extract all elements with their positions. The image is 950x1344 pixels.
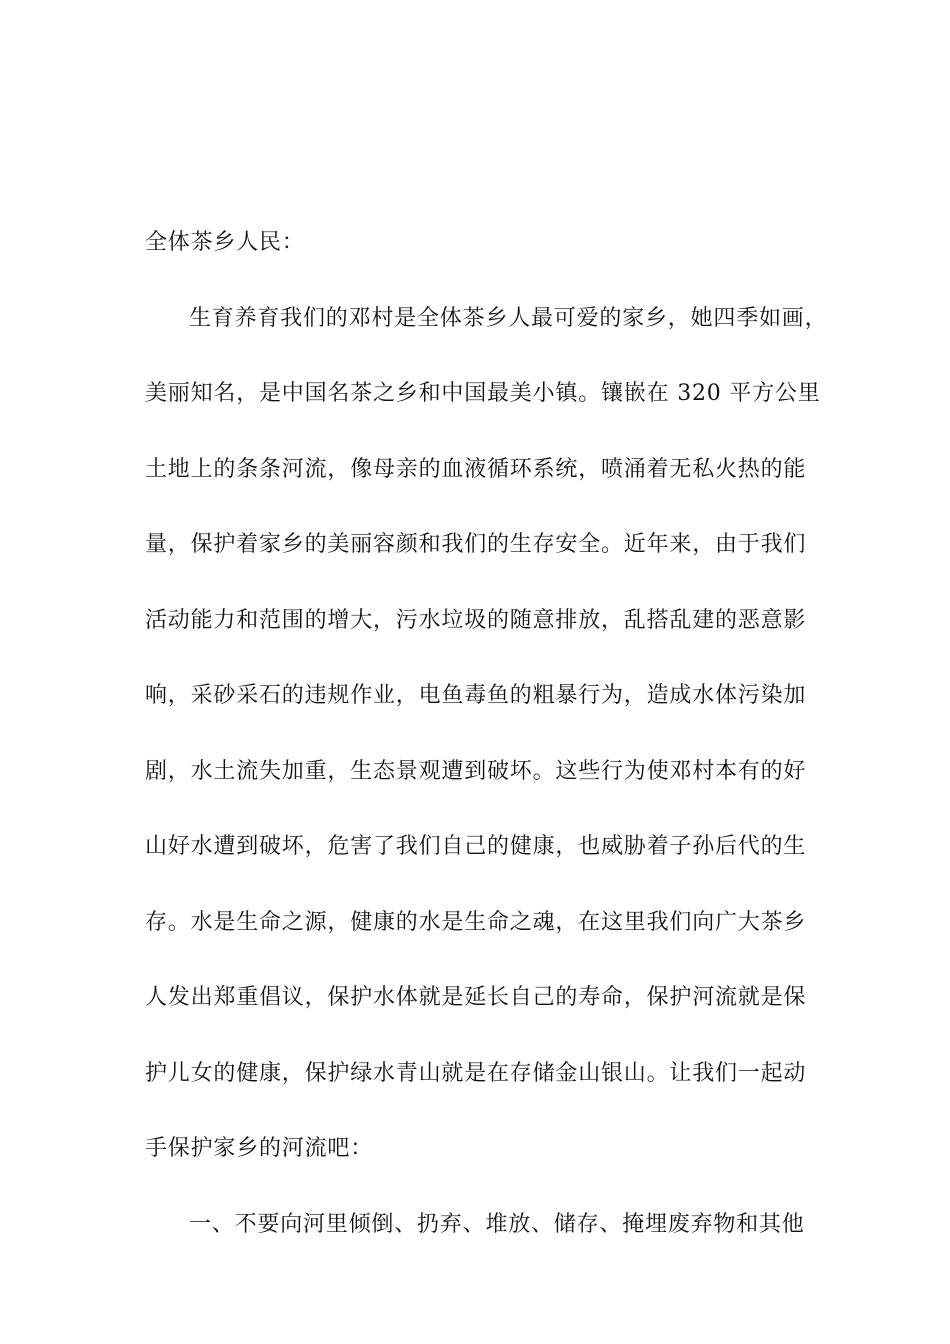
item-one-line: 一、不要向河里倾倒、扔弃、堆放、储存、掩埋废弃物和其他 xyxy=(189,1211,805,1237)
paragraph-line-10: 人发出郑重倡议，保护水体就是延长自己的寿命，保护河流就是保 xyxy=(145,985,807,1010)
paragraph-line-1: 生育养育我们的邓村是全体茶乡人最可爱的家乡，她四季如画， xyxy=(189,305,828,331)
paragraph-line-11: 护儿女的健康，保护绿水青山就是在存储金山银山。让我们一起动 xyxy=(145,1060,807,1086)
paragraph-line-9: 存。水是生命之源，健康的水是生命之魂，在这里我们向广大茶乡 xyxy=(145,909,807,935)
paragraph-line-6: 响，采砂采石的违规作业，电鱼毒鱼的粗暴行为，造成水体污染加 xyxy=(145,683,807,708)
paragraph-line-7: 剧，水土流失加重，生态景观遭到破坏。这些行为使邓村本有的好 xyxy=(145,758,807,784)
paragraph-line-3: 土地上的条条河流，像母亲的血液循环系统，喷涌着无私火热的能 xyxy=(145,456,807,482)
paragraph-line-5: 活动能力和范围的增大，污水垃圾的随意排放，乱搭乱建的恶意影 xyxy=(145,607,807,633)
paragraph-line-12: 手保护家乡的河流吧： xyxy=(145,1136,374,1161)
paragraph-line-4: 量，保护着家乡的美丽容颜和我们的生存安全。近年来，由于我们 xyxy=(145,532,807,557)
paragraph-line-8: 山好水遭到破坏，危害了我们自己的健康，也威胁着子孙后代的生 xyxy=(145,834,807,859)
document-body xyxy=(145,205,828,1262)
paragraph-line-2: 美丽知名，是中国名茶之乡和中国最美小镇。镶嵌在 320 平方公里 xyxy=(145,381,821,406)
greeting-line: 全体茶乡人民： xyxy=(145,230,305,255)
